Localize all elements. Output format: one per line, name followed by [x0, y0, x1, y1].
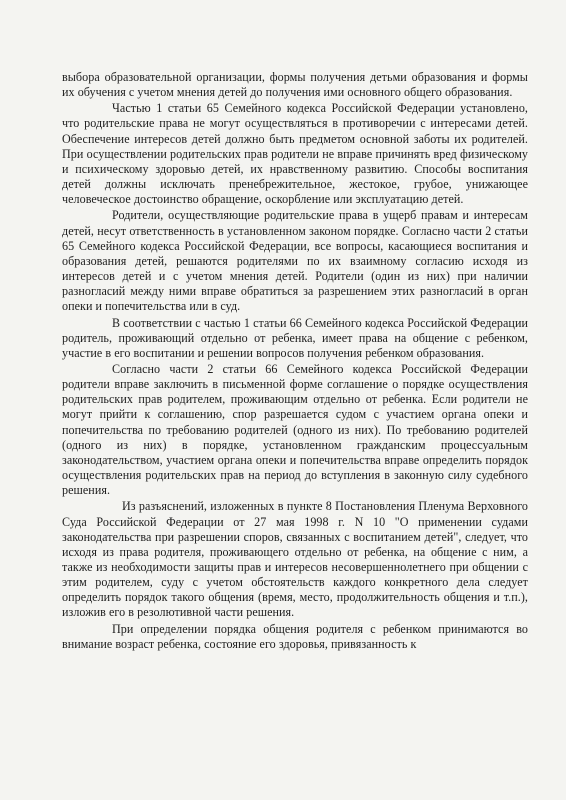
- paragraph-article-66-part-2: Согласно части 2 статьи 66 Семейного кодекса Российской Федерации родители вправе заключить в письменной форме соглашение о порядке осуществления родительских прав родителем, проживающим отдельно от ребенка. Если родители не могут прийти к соглашению, спор разрешается судом с участием органа опеки и попечительства по требованию родителей (одного из них). По требованию родителей (одного из них) в порядке, установленном гражданским процессуальным законодательством, участием органа опеки и попечительства вправе определить порядок осуществления родительских прав на период до вступления в законную силу судебного решения.: [62, 361, 528, 498]
- paragraph-article-65-part-1: Частью 1 статьи 65 Семейного кодекса Российской Федерации установлено, что родительские права не могут осуществляться в противоречии с интересами детей. Обеспечение интересов детей должно быть предметом основной заботы их родителей. При осуществлении родительских прав родители не вправе причинять вред физическому и психическому здоровью детей, их нравственному развитию. Способы воспитания детей должны исключать пренебрежительное, жестокое, грубое, унижающее человеческое достоинство обращение, оскорбление или эксплуатацию детей.: [62, 101, 528, 207]
- paragraph-article-66-part-1: В соответствии с частью 1 статьи 66 Семейного кодекса Российской Федерации родитель, проживающий отдельно от ребенка, имеет права на общение с ребенком, участие в его воспитании и решении вопросов получения ребенком образования.: [62, 315, 528, 360]
- paragraph-plenum-clarification: Из разъяснений, изложенных в пункте 8 Постановления Пленума Верховного Суда Российской Федерации от 27 мая 1998 г. N 10 "О применении судами законодательства при разрешении споров, связанных с воспитанием детей", следует, что исходя из права родителя, проживающего отдельно от ребенка, на общение с ним, а также из необходимости защиты прав и интересов несовершеннолетнего при общении с этим родителем, суду с учетом обстоятельств каждого конкретного дела следует определить порядок такого общения (время, место, продолжительность общения и т.п.), изложив его в резолютивной части решения.: [62, 499, 528, 620]
- paragraph-article-65-part-2: Родители, осуществляющие родительские права в ущерб правам и интересам детей, несут ответственность в установленном законом порядке. Согласно части 2 статьи 65 Семейного кодекса Российской Федерации, все вопросы, касающиеся воспитания и образования детей, решаются родителями по их взаимному согласию исходя из интересов детей и с учетом мнения детей. Родители (один из них) при наличии разногласий между ними вправе обратиться за разрешением этих разногласий в орган опеки и попечительства или в суд.: [62, 208, 528, 314]
- paragraph-determination-order: При определении порядка общения родителя с ребенком принимаются во внимание возраст ребенка, состояние его здоровья, привязанность к: [62, 621, 528, 651]
- paragraph-continuation: выбора образовательной организации, формы получения детьми образования и формы их обучения с учетом мнения детей до получения ими основного общего образования.: [62, 70, 528, 100]
